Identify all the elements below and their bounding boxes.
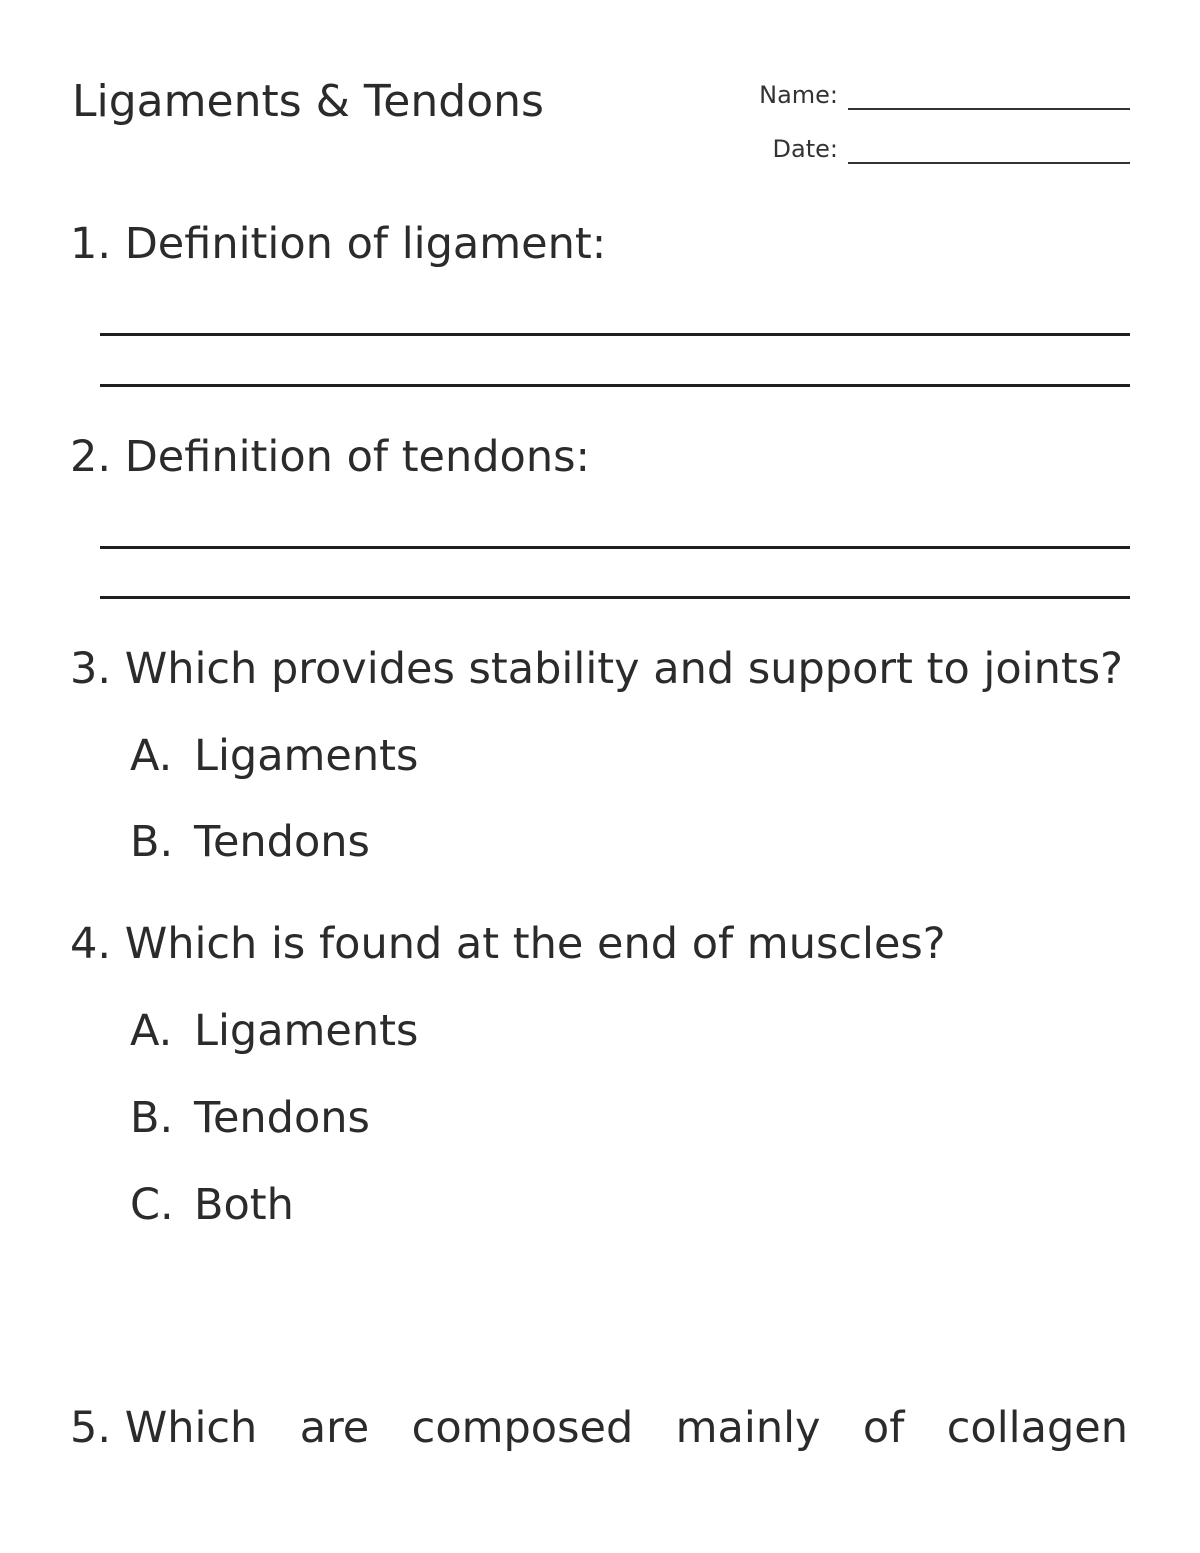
q5-word: 5. Which [70, 1403, 258, 1453]
question-5 [70, 1400, 1128, 1456]
question-1: 1. Definition of ligament: [70, 219, 607, 269]
name-blank-line[interactable] [848, 108, 1130, 110]
date-field[interactable] [720, 128, 1130, 168]
option-label: Ligaments [194, 1006, 419, 1056]
option-label: Tendons [194, 1093, 370, 1143]
q4-option-b[interactable] [130, 1090, 370, 1146]
q4-option-a[interactable] [130, 1003, 418, 1059]
q1-answer-line-1[interactable] [100, 333, 1130, 336]
q2-answer-line-1[interactable] [100, 546, 1130, 549]
q2-answer-line-2[interactable] [100, 596, 1130, 599]
q5-word: mainly [675, 1403, 821, 1453]
option-letter: B. [130, 817, 174, 867]
option-label: Tendons [194, 817, 370, 867]
q1-answer-line-2[interactable] [100, 384, 1130, 387]
q5-word: composed [411, 1403, 634, 1453]
q3-option-a[interactable] [130, 728, 418, 784]
date-label: Date: [772, 135, 838, 163]
option-label: Ligaments [194, 731, 419, 781]
question-4: 4. Which is found at the end of muscles? [70, 919, 946, 969]
q5-word: of [862, 1403, 905, 1453]
date-blank-line[interactable] [848, 162, 1130, 164]
option-label: Both [194, 1180, 294, 1230]
q4-option-c[interactable] [130, 1177, 294, 1233]
option-letter: C. [130, 1180, 174, 1230]
name-label: Name: [759, 81, 838, 109]
q3-option-b[interactable] [130, 814, 370, 870]
option-letter: A. [130, 1006, 173, 1056]
option-letter: A. [130, 731, 173, 781]
name-field[interactable] [720, 74, 1130, 114]
q5-word: collagen [946, 1403, 1128, 1453]
worksheet-title: Ligaments & Tendons [72, 76, 544, 127]
option-letter: B. [130, 1093, 174, 1143]
q5-word: are [299, 1403, 370, 1453]
question-2: 2. Definition of tendons: [70, 432, 591, 482]
question-3: 3. Which provides stability and support to joints? [70, 644, 1123, 694]
